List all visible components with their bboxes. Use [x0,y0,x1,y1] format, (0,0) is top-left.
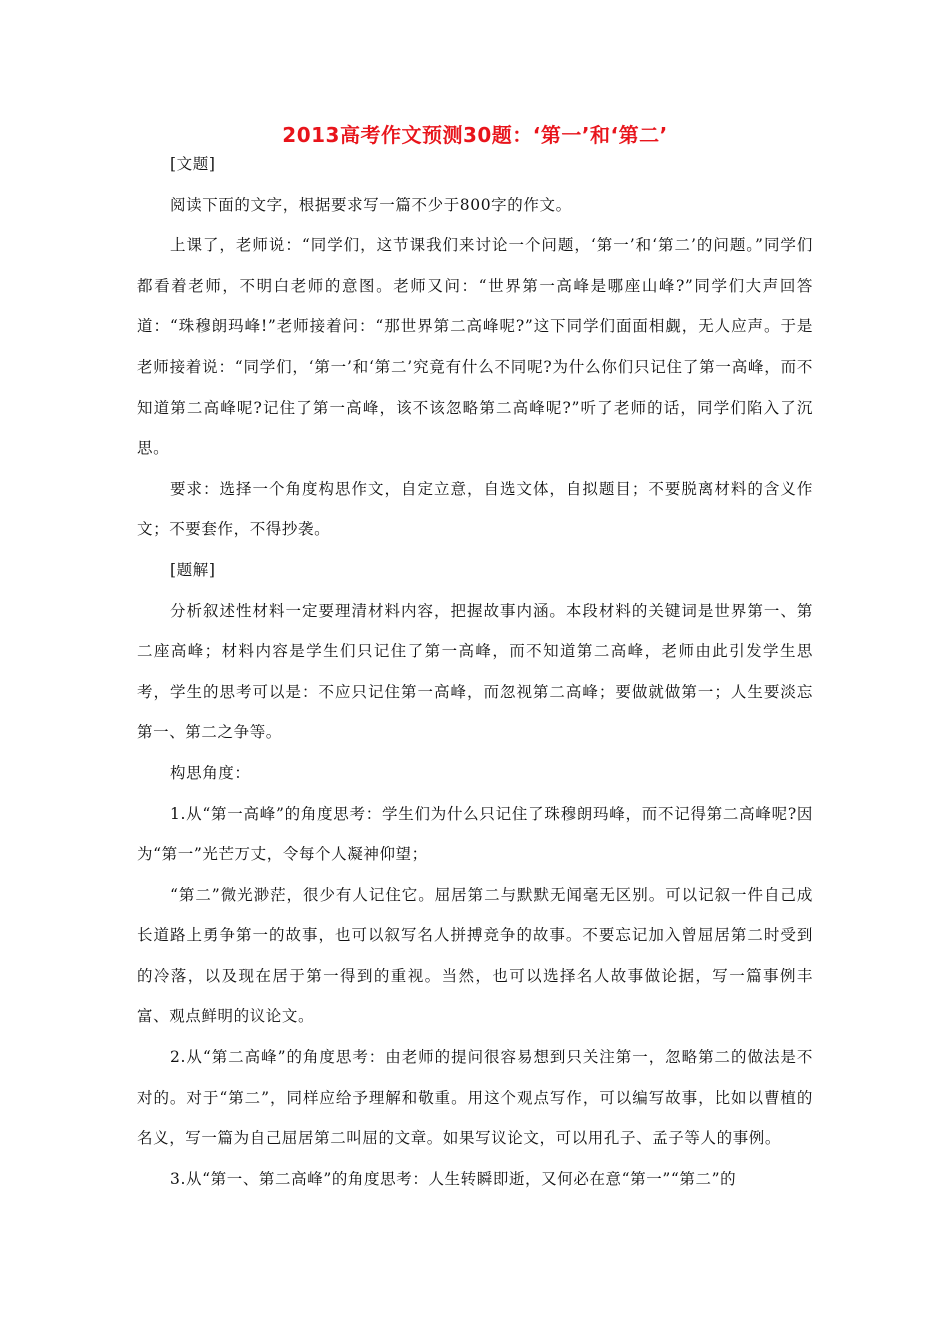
angle-1: 1.从“第一高峰”的角度思考：学生们为什么只记住了珠穆朗玛峰，而不记得第二高峰呢?因为“第一”光芒万丈，令每个人凝神仰望； [137,804,813,864]
prompt-material: 上课了，老师说：“同学们，这节课我们来讨论一个问题，‘第一’和‘第二’的问题。”同学们都看着老师，不明白老师的意图。老师又问：“世界第一高峰是哪座山峰?”同学们大声回答道：“珠穆朗玛峰!”老师接着问：“那世界第二高峰呢?”这下同学们面面相觑，无人应声。于是老师接着说：“同学们，‘第一’和‘第二’究竟有什么不同呢?为什么你们只记住了第一高峰，而不知道第二高峰呢?记住了第一高峰，该不该忽略第二高峰呢?”听了老师的话，同学们陷入了沉思。 [137,236,813,458]
document-title: 2013高考作文预测30题：‘第一’和‘第二’ [282,123,668,147]
angle-1-continued: “第二”微光渺茫，很少有人记住它。屈居第二与默默无闻毫无区别。可以记叙一件自己成长道路上勇争第一的故事，也可以叙写名人拼搏竞争的故事。不要忘记加入曾屈居第二时受到的冷落，以及现在居于第一得到的重视。当然，也可以选择名人故事做论据，写一篇事例丰富、观点鲜明的议论文。 [137,885,813,1026]
section-label-wenti: [文题] [170,155,216,173]
angle-3: 3.从“第一、第二高峰”的角度思考：人生转瞬即逝，又何必在意“第一”“第二”的 [170,1169,737,1188]
analysis-paragraph: 分析叙述性材料一定要理清材料内容，把握故事内涵。本段材料的关键词是世界第一、第二座高峰；材料内容是学生们只记住了第一高峰，而不知道第二高峰，老师由此引发学生思考，学生的思考可以是：不应只记住第一高峰，而忽视第二高峰；要做就做第一；人生要淡忘第一、第二之争等。 [137,601,813,742]
document-body [137,150,813,1199]
angle-2: 2.从“第二高峰”的角度思考：由老师的提问很容易想到只关注第一，忽略第二的做法是不对的。对于“第二”，同样应给予理解和敬重。用这个观点写作，可以编写故事，比如以曹植的名义，写一篇为自己屈居第二叫屈的文章。如果写议论文，可以用孔子、孟子等人的事例。 [137,1048,813,1148]
angles-heading: 构思角度： [170,763,251,782]
section-label-tijie: [题解] [170,560,216,579]
prompt-instruction: 阅读下面的文字，根据要求写一篇不少于800字的作文。 [170,195,572,214]
prompt-requirements: 要求：选择一个角度构思作文，自定立意，自选文体，自拟题目；不要脱离材料的含义作文；不要套作，不得抄袭。 [137,479,813,539]
